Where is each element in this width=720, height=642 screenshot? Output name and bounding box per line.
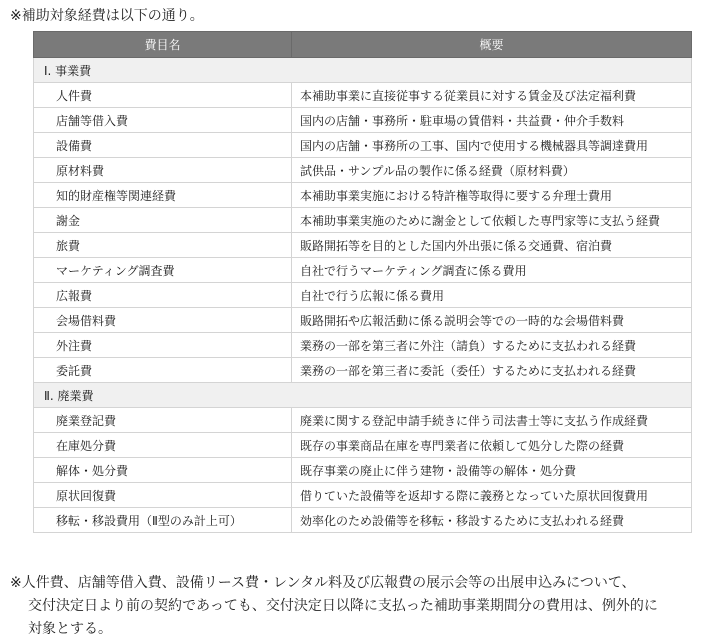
- footnote: [10, 572, 710, 641]
- expense-description: 業務の一部を第三者に委託（委任）するために支払われる経費: [292, 358, 692, 383]
- table-row: [34, 308, 692, 333]
- table-row: [34, 83, 692, 108]
- expense-name: 知的財産権等関連経費: [34, 183, 292, 208]
- table-row: [34, 183, 692, 208]
- table-row: [34, 258, 692, 283]
- expense-description: 本補助事業実施のために謝金として依頼した専門家等に支払う経費: [292, 208, 692, 233]
- table-header-row: [34, 32, 692, 58]
- table-row: [34, 283, 692, 308]
- expense-name: 移転・移設費用（Ⅱ型のみ計上可）: [34, 508, 292, 533]
- table-row: [34, 433, 692, 458]
- expense-description: 既存の事業商品在庫を専門業者に依頼して処分した際の経費: [292, 433, 692, 458]
- expense-description: 試供品・サンプル品の製作に係る経費（原材料費）: [292, 158, 692, 183]
- expense-description: 自社で行うマーケティング調査に係る費用: [292, 258, 692, 283]
- expense-description: 本補助事業に直接従事する従業員に対する賃金及び法定福利費: [292, 83, 692, 108]
- section-row: [34, 58, 692, 83]
- expense-name: 解体・処分費: [34, 458, 292, 483]
- expense-name: 店舗等借入費: [34, 108, 292, 133]
- expense-name: 旅費: [34, 233, 292, 258]
- table-row: [34, 408, 692, 433]
- expense-name: 謝金: [34, 208, 292, 233]
- expense-description: 本補助事業実施における特許権等取得に要する弁理士費用: [292, 183, 692, 208]
- expense-name: 委託費: [34, 358, 292, 383]
- expense-description: 国内の店舗・事務所の工事、国内で使用する機械器具等調達費用: [292, 133, 692, 158]
- table-row: [34, 208, 692, 233]
- table-row: [34, 483, 692, 508]
- expense-description: 販路開拓や広報活動に係る説明会等での一時的な会場借料費: [292, 308, 692, 333]
- expense-description: 効率化のため設備等を移転・移設するために支払われる経費: [292, 508, 692, 533]
- section-title: Ⅰ. 事業費: [34, 58, 692, 83]
- table-row: [34, 358, 692, 383]
- expense-name: 廃業登記費: [34, 408, 292, 433]
- expense-name: 広報費: [34, 283, 292, 308]
- section-row: [34, 383, 692, 408]
- column-header-description: 概要: [292, 32, 692, 58]
- expense-description: 借りていた設備等を返却する際に義務となっていた原状回復費用: [292, 483, 692, 508]
- expense-description: 廃業に関する登記申請手続きに伴う司法書士等に支払う作成経費: [292, 408, 692, 433]
- expense-name: 設備費: [34, 133, 292, 158]
- expense-name: 在庫処分費: [34, 433, 292, 458]
- footnote-line: 交付決定日より前の契約であっても、交付決定日以降に支払った補助事業期間分の費用は、例外的に: [28, 598, 658, 614]
- expense-name: 原材料費: [34, 158, 292, 183]
- table-row: [34, 508, 692, 533]
- expense-description: 業務の一部を第三者に外注（請負）するために支払われる経費: [292, 333, 692, 358]
- intro-note: ※補助対象経費は以下の通り。: [10, 8, 204, 24]
- expense-name: 外注費: [34, 333, 292, 358]
- expense-description: 自社で行う広報に係る費用: [292, 283, 692, 308]
- expense-name: 人件費: [34, 83, 292, 108]
- expense-description: 国内の店舗・事務所・駐車場の賃借料・共益費・仲介手数料: [292, 108, 692, 133]
- footnote-line: ※人件費、店舗等借入費、設備リース費・レンタル料及び広報費の展示会等の出展申込みについて、: [10, 575, 636, 591]
- table-row: [34, 133, 692, 158]
- expense-name: 原状回復費: [34, 483, 292, 508]
- table-row: [34, 108, 692, 133]
- table-row: [34, 458, 692, 483]
- table-row: [34, 233, 692, 258]
- section-title: Ⅱ. 廃業費: [34, 383, 692, 408]
- expense-name: マーケティング調査費: [34, 258, 292, 283]
- expense-name: 会場借料費: [34, 308, 292, 333]
- expense-description: 既存事業の廃止に伴う建物・設備等の解体・処分費: [292, 458, 692, 483]
- expense-description: 販路開拓等を目的とした国内外出張に係る交通費、宿泊費: [292, 233, 692, 258]
- table-row: [34, 158, 692, 183]
- table-row: [34, 333, 692, 358]
- expense-table: [33, 31, 692, 533]
- footnote-line: 対象とする。: [28, 621, 112, 637]
- column-header-name: 費目名: [34, 32, 292, 58]
